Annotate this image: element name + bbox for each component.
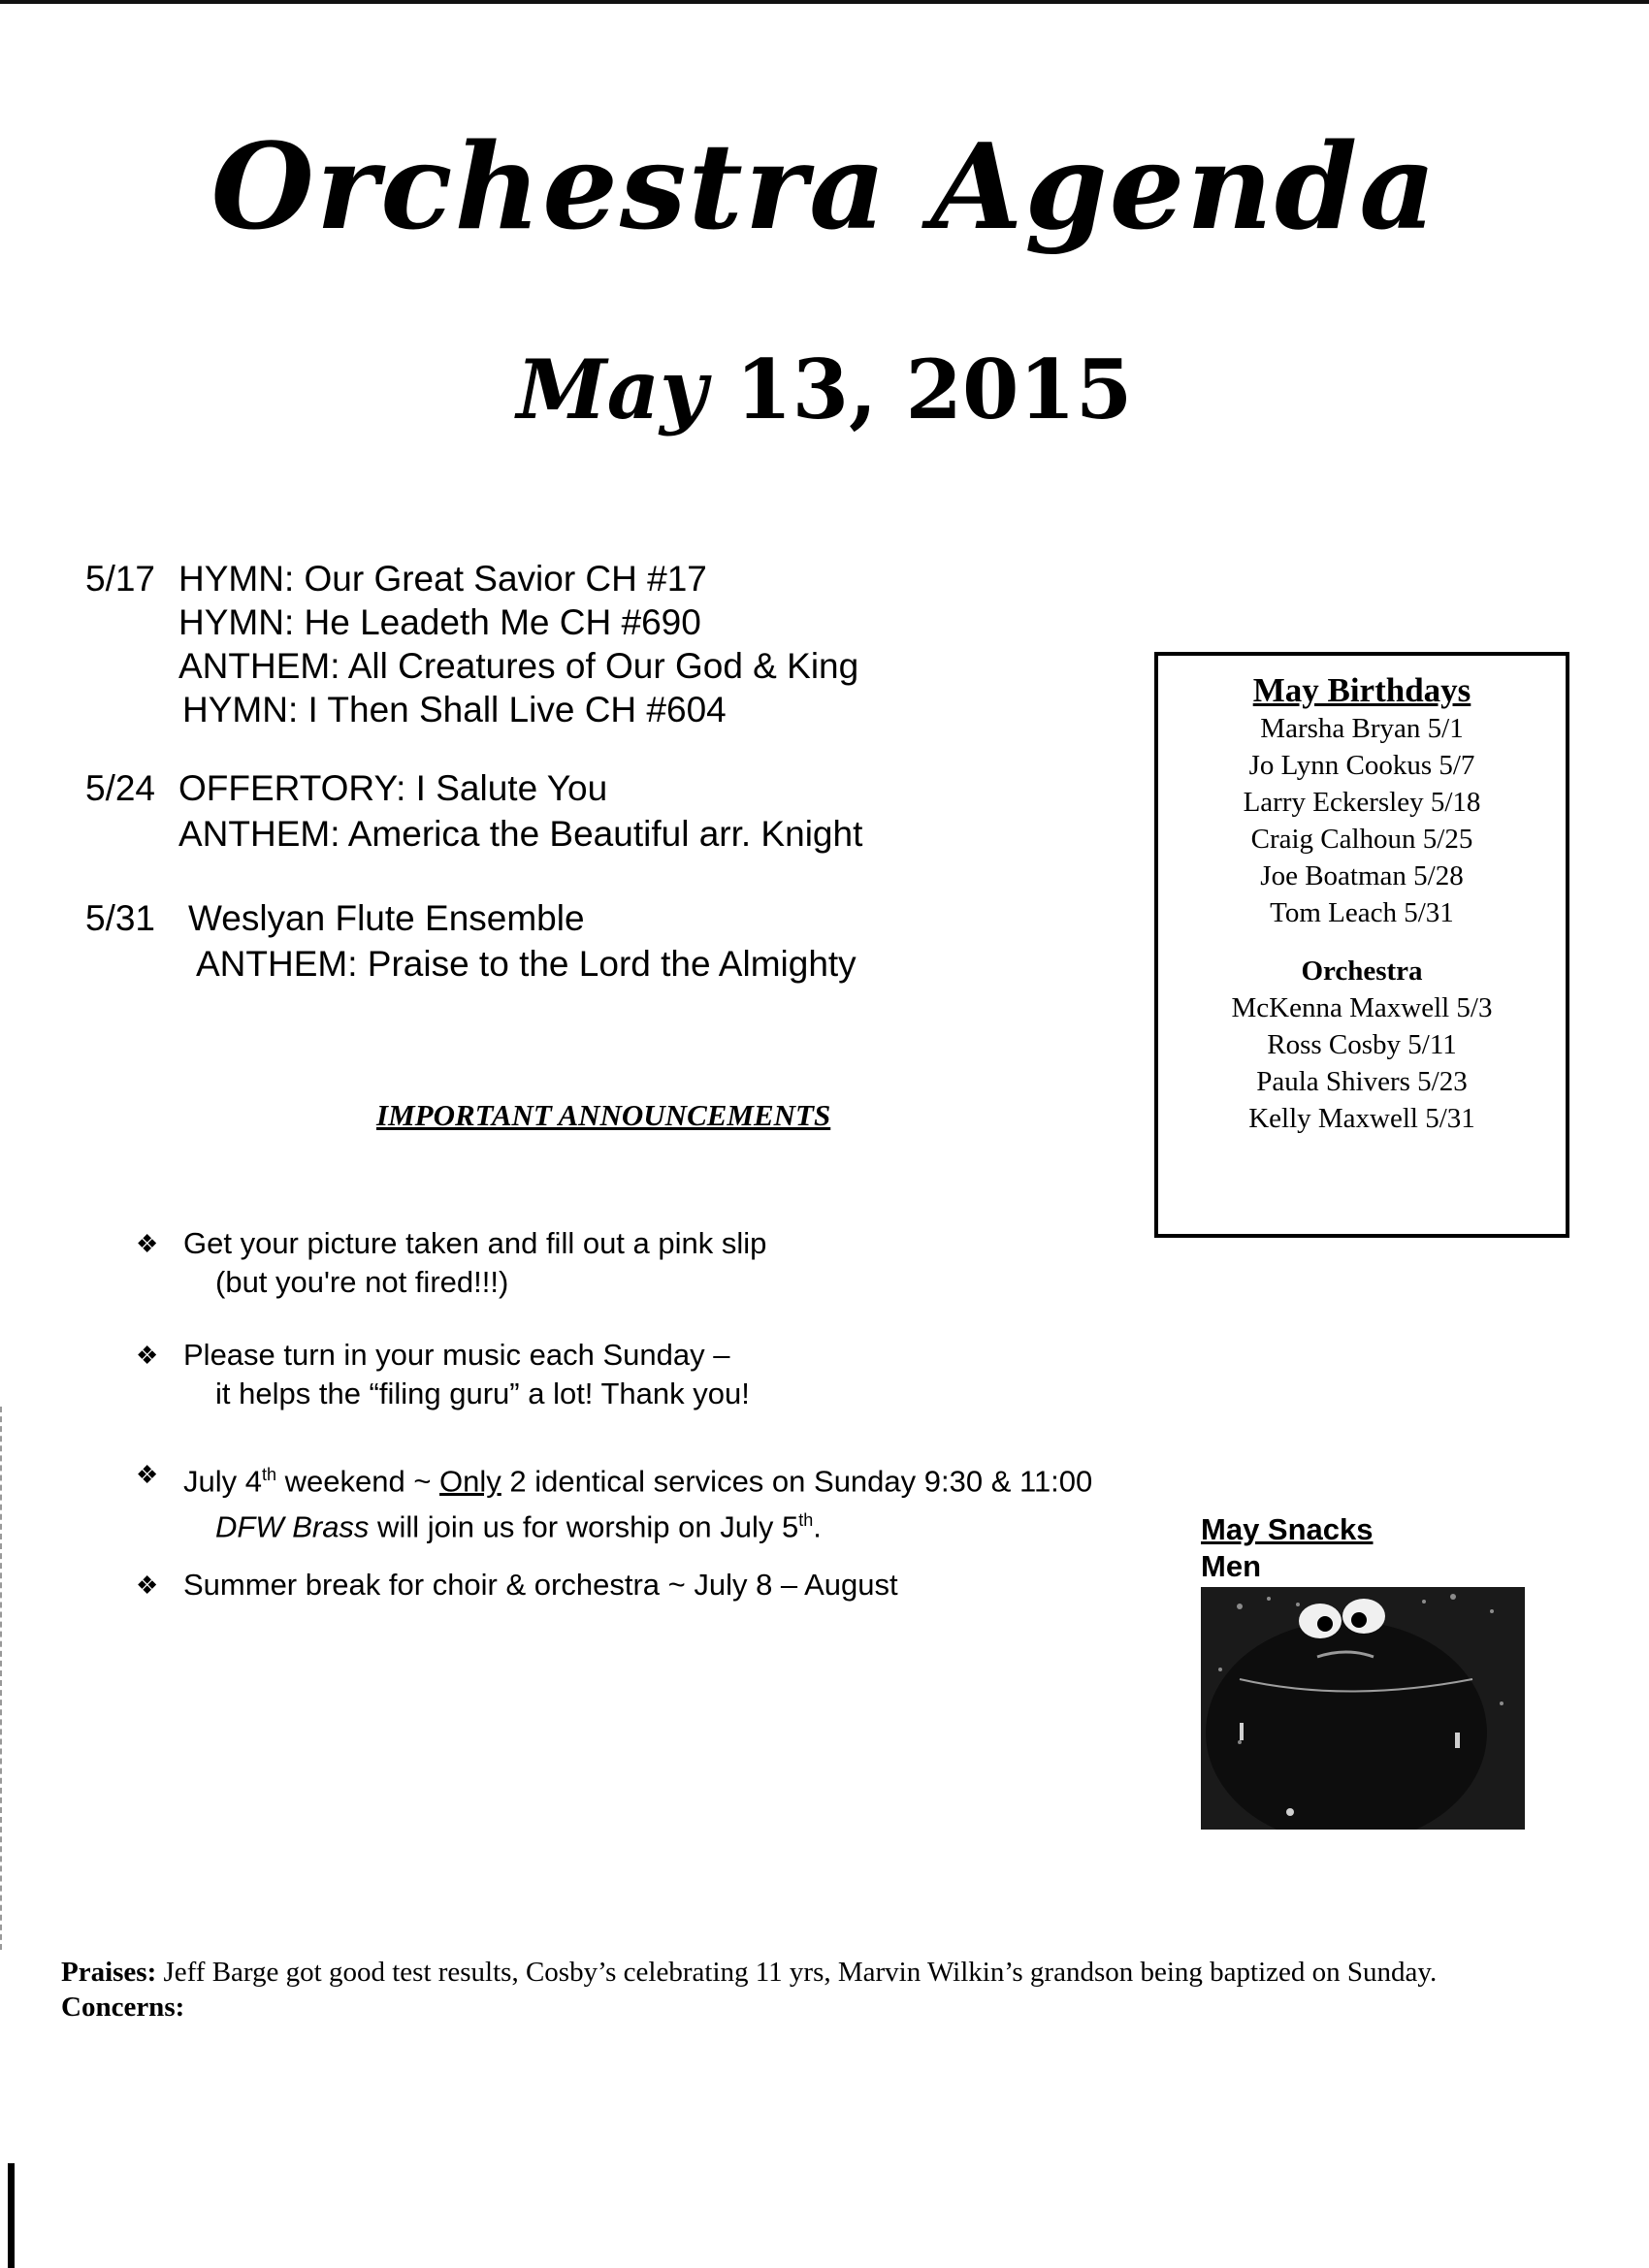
list-item: Jo Lynn Cookus 5/7 xyxy=(1248,750,1475,781)
scan-edge-bar xyxy=(8,2163,15,2268)
diamond-bullet-icon: ❖ xyxy=(136,1229,159,1258)
list-item: Ross Cosby 5/11 xyxy=(1267,1029,1457,1060)
list-item: Tom Leach 5/31 xyxy=(1270,897,1454,928)
cookie-monster-image xyxy=(1201,1587,1525,1830)
diamond-bullet-icon: ❖ xyxy=(136,1341,159,1370)
snacks-title: May Snacks xyxy=(1201,1512,1374,1546)
date-month: May xyxy=(516,341,707,437)
birthdays-list xyxy=(1158,710,1566,931)
announcement-item: ❖ July 4th weekend ~ Only 2 identical services on Sunday 9:30 & 11:00 DFW Brass will join us for worship on July 5th. xyxy=(136,1455,1203,1533)
snacks-section xyxy=(1201,1511,1374,1585)
diamond-bullet-icon: ❖ xyxy=(136,1571,159,1600)
praises-text: Praises: Jeff Barge got good test results, Cosby’s celebrating 11 yrs, Marvin Wilkin’s grandson being baptized on Sunday. xyxy=(61,1957,1438,1988)
birthdays-box xyxy=(1154,652,1569,1238)
schedule-item: HYMN: Our Great Savior CH #17 xyxy=(178,559,707,599)
cookie-monster-icon xyxy=(1201,1587,1525,1830)
diamond-bullet-icon: ❖ xyxy=(136,1460,159,1489)
list-item: Larry Eckersley 5/18 xyxy=(1243,787,1481,818)
list-item: Craig Calhoun 5/25 xyxy=(1250,824,1473,855)
announcement-item: ❖ Please turn in your music each Sunday – it helps the “filing guru” a lot! Thank you! xyxy=(136,1338,750,1410)
schedule-item: HYMN: He Leadeth Me CH #690 xyxy=(178,602,701,642)
birthdays-title: May Birthdays xyxy=(1252,671,1471,709)
announcement-item: ❖ Summer break for choir & orchestra ~ July 8 – August xyxy=(136,1566,1009,1604)
concerns-label: Concerns: xyxy=(61,1992,185,2023)
agenda-date xyxy=(0,341,1649,437)
schedule-block-0524 xyxy=(85,766,958,854)
schedule-date: 5/31 xyxy=(85,898,156,938)
top-rule xyxy=(0,0,1649,4)
list-item: Paula Shivers 5/23 xyxy=(1256,1066,1468,1097)
scan-edge-mark xyxy=(0,1407,4,1950)
announcements-heading: IMPORTANT ANNOUNCEMENTS xyxy=(376,1098,831,1132)
schedule-block-0531 xyxy=(85,896,958,984)
schedule-item: ANTHEM: America the Beautiful arr. Knight xyxy=(178,814,863,854)
schedule-date: 5/17 xyxy=(85,559,156,599)
list-item: Kelly Maxwell 5/31 xyxy=(1248,1103,1475,1134)
orchestra-birthdays-title: Orchestra xyxy=(1301,956,1423,987)
list-item: Joe Boatman 5/28 xyxy=(1260,860,1464,891)
schedule-item: ANTHEM: All Creatures of Our God & King xyxy=(178,646,859,686)
announcement-item: ❖ Get your picture taken and fill out a pink slip (but you're not fired!!!) xyxy=(136,1226,767,1299)
schedule-date: 5/24 xyxy=(85,768,156,808)
list-item: McKenna Maxwell 5/3 xyxy=(1231,992,1493,1023)
date-day-year: 13, 2015 xyxy=(706,341,1133,437)
list-item: Marsha Bryan 5/1 xyxy=(1260,713,1464,744)
orchestra-birthdays-list xyxy=(1158,989,1566,1137)
schedule-item: Weslyan Flute Ensemble xyxy=(188,898,585,938)
schedule-item: OFFERTORY: I Salute You xyxy=(178,768,608,808)
praises-concerns xyxy=(61,1955,1594,2025)
schedule-item: HYMN: I Then Shall Live CH #604 xyxy=(182,690,727,729)
snacks-who: Men xyxy=(1201,1549,1261,1583)
page-title: Orchestra Agenda xyxy=(210,116,1439,256)
schedule-block-0517 xyxy=(85,557,958,731)
schedule-item: ANTHEM: Praise to the Lord the Almighty xyxy=(196,944,857,984)
